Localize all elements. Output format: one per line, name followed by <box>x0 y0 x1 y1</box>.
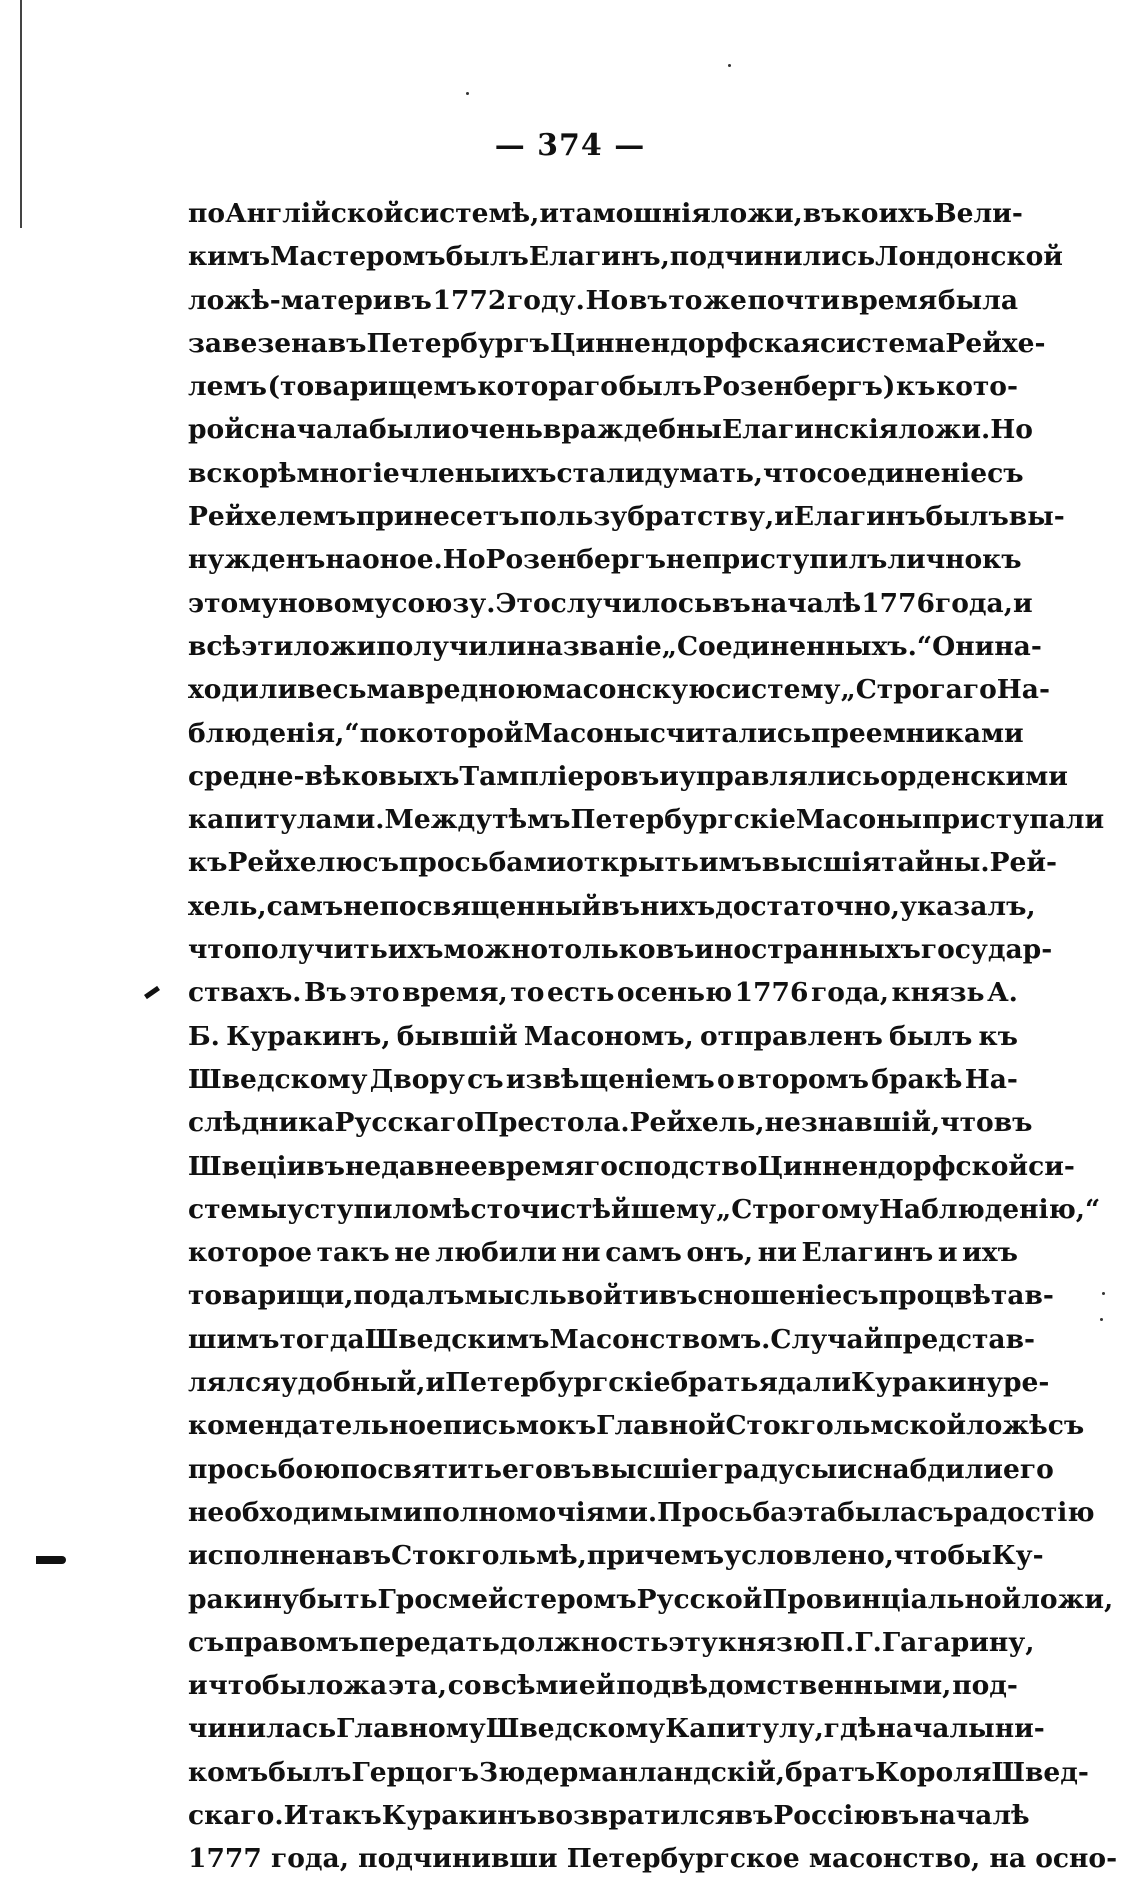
text-line: этому новому союзу. Это случилось въ началѣ 1776 года, и <box>188 587 1033 619</box>
text-line: чинилась Главному Шведскому Капитулу, гдѣ началыни- <box>188 1713 1045 1745</box>
text-line: завезена въ Петербургъ Циннендорфская система Рейхе- <box>188 327 1046 359</box>
text-line: слѣдника Русскаго Престола. Рейхель, не знавшій, что въ <box>188 1107 1033 1139</box>
text-line: всѣ эти ложи получили названіе „Соединенныхъ.“ Они на- <box>188 630 1042 662</box>
text-line: вскорѣ многіе члены ихъ стали думать, что соединеніе съ <box>188 457 1024 489</box>
text-line: и чтобы ложа эта, со всѣми ей подвѣдомственными, под- <box>188 1670 1018 1702</box>
text-line: исполнена въ Стокгольмѣ, при чемъ условлено, чтобы Ку- <box>188 1540 1044 1572</box>
text-line: ствахъ. Въ это время, то есть осенью 1776 года, князь А. <box>188 977 1018 1009</box>
text-line: кимъ Мастеромъ былъ Елагинъ, подчинились Лондонской <box>188 241 1063 273</box>
text-line: комъ былъ Герцогъ Зюдерманландскій, братъ Короля Швед- <box>188 1756 1089 1788</box>
scan-speck <box>1100 1318 1103 1321</box>
text-line: которое такъ не любили ни самъ онъ, ни Елагинъ и ихъ <box>188 1237 1018 1269</box>
text-line: необходимыми полномочіями. Просьба эта была съ радостію <box>188 1496 1095 1528</box>
text-line: 1777 года, подчинивши Петербургское масонство, на осно- <box>188 1843 1118 1875</box>
scan-speck <box>1102 1292 1105 1295</box>
text-line: лемъ (товарищемъ котораго былъ Розенбергъ) къ кото- <box>188 371 1018 403</box>
text-line: просьбою посвятить его въ высшіе градусы и снабдили его <box>188 1453 1054 1485</box>
text-line: Б. Куракинъ, бывшій Масономъ, отправленъ былъ къ <box>188 1020 1018 1052</box>
text-line: рой сначала были очень враждебны Елагинскія ложи. Но <box>188 414 1033 446</box>
text-line: что получить ихъ можно только въ иностранныхъ государ- <box>188 934 1053 966</box>
text-line: съ правомъ передать должность эту князю П. Г. Гагарину, <box>188 1626 1035 1658</box>
scan-edge-line <box>20 0 22 228</box>
scan-speck <box>728 64 731 67</box>
margin-pencil-mark <box>144 986 160 999</box>
text-line: Рейхелемъ принесетъ пользу братству, и Елагинъ былъ вы- <box>188 501 1065 533</box>
text-line: шимъ тогда Шведскимъ Масонствомъ. Случай представ- <box>188 1323 1035 1355</box>
text-line: Швеціи въ недавнее время господство Циннендорфской си- <box>188 1150 1075 1182</box>
text-line: капитулами. Между тѣмъ Петербургскіе Масоны приступали <box>188 804 1105 836</box>
text-line: ходили весьма вредною масонскую систему „Строгаго На- <box>188 674 1050 706</box>
text-line: Шведскому Двору съ извѣщеніемъ о второмъ бракѣ На- <box>188 1063 1018 1095</box>
page-number: — 374 — <box>494 128 646 163</box>
margin-pointer-mark <box>36 1556 66 1564</box>
text-line: товарищи, подалъ мысль войти въ сношеніе съ процвѣтав- <box>188 1280 1054 1312</box>
text-line: къ Рейхелю съ просьбами открыть имъ высшія тайны. Рей- <box>188 847 1058 879</box>
body-text <box>188 192 1118 1881</box>
text-line: хель, самъ не посвященный въ нихъ достаточно, указалъ, <box>188 890 1036 922</box>
text-line: средне-вѣковыхъ Тампліеровъ и управлялись орденскими <box>188 760 1068 792</box>
text-line: лялся удобный, и Петербургскіе братья дали Куракину ре- <box>188 1367 1050 1399</box>
text-line: блюденія,“ по которой Масоны считались преемниками <box>188 717 1024 749</box>
text-line: нужденъ на оное. Но Розенбергъ не приступилъ лично къ <box>188 544 1022 576</box>
text-line: по Англійской системѣ, и тамошнія ложи, въ коихъ Вели- <box>188 198 1023 229</box>
text-line: комендательное письмо къ Главной Стокгольмской ложѣ съ <box>188 1410 1085 1442</box>
text-line: стемы уступило мѣсто чистѣйшему „Строгому Наблюденію,“ <box>188 1193 1101 1225</box>
text-line: ракину быть Гросмейстеромъ Русской Провинціальной ложи, <box>188 1583 1114 1615</box>
text-line: скаго. И такъ Куракинъ возвратился въ Россію въ началѣ <box>188 1799 1030 1831</box>
text-line: ложѣ-матери въ 1772 году. Но въ то же почти время была <box>188 284 1018 316</box>
scan-speck <box>466 92 469 95</box>
